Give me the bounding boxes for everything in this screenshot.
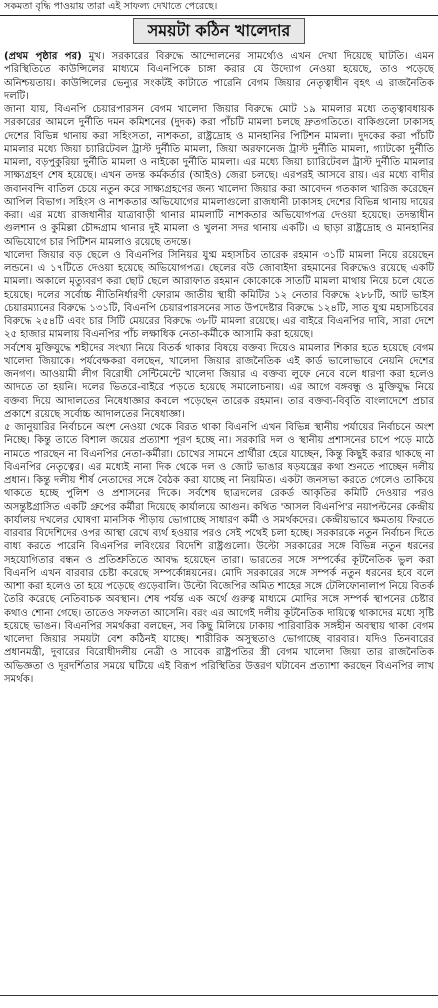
article-body xyxy=(4,50,434,994)
article-paragraph: ৫ জানুয়ারির নির্বাচনে অংশ নেওয়া থেকে বিরত থাকা বিএনপি এখন বিভিন্ন স্থানীয় পর্যায়ের নির্বাচনে অংশ নিচ্ছে। কিন্তু তাতে বিশাল জয়ের প্রত্যাশা পূরণ হচ্ছে না। সরকারি দল ও স্থানীয় প্রশাসনের চাপে পড়ে মাঠে নামতে পারছেন না বিএনপির নেতা-কর্মীরা। চোখের সামনে প্রার্থীরা হেরে যাচ্ছেন, কিন্তু কিছুই করার থাকছে না বিএনপির নেতৃত্বের। এর মধ্যেই নানা দিক থেকে দল ও জোট ভাঙার ষড়যন্ত্রের কথা শুনতে পাচ্ছেন দলীয় প্রধান। কিন্তু দলীয় শীর্ষ নেতাদের সঙ্গে বৈঠক করা যাচ্ছে না নিয়মিত। একটা জনসভা করতে গেলেও তাকিয়ে থাকতে হচ্ছে পুলিশ ও প্রশাসনের দিকে। সর্বশেষ ছাত্রদলের রেকর্ড আকৃতির কমিটি দেওয়ার পরও অসন্তুষ্টগ্রাসিত একটি গ্রুপের কর্মীরা দিয়েছে কার্যালয়ে আগুন। কথিত 'আসল বিএনপি'র নয়াপল্টনের কেন্দ্রীয় কার্যালয় দখলের ঘোষণা মানসিক পীড়ায় ভোগাচ্ছে সাধারণ কর্মী ও সমর্থকদের। কেন্দ্রীয়ভাবে ক্ষমতায় ফিরতে বারবার বিদেশিদের ওপর আস্থা রেখে ব্যর্থ হওয়ার পরও সেই পথেই চলা হচ্ছে। সরকারকে নতুন নির্বাচন দিতে বাধ্য করতে পারেনি বিএনপির লবিংয়ের বিদেশি রাষ্ট্রগুলো। উল্টো সরকারের সঙ্গে বিভিন্ন নতুন ধরনের সহযোগিতার বন্ধন ও প্রতিশ্রুতিতে আবদ্ধ হয়েছেন তারা। ভারতের সঙ্গে সম্পর্কের কূটনৈতিক ভুল করা বিএনপি এখন বারবার চেষ্টা করেছে সম্পর্কোন্নয়নের। মোদি সরকারের সঙ্গে সম্পর্ক নতুন ধরনের হবে বলে আশা করা হলেও তা হয়ে পড়েছে গুড়েবালি। উল্টো বিজেপির অমিত শাহের সঙ্গে টেলিফোনালাপ নিয়ে বিতর্ক তৈরি করেছে নেতিবাচক অবস্থান। শেষ পর্যন্ত এক অর্থে গুরুত্ব মাধ্যমে মোদির সঙ্গে সম্পর্ক স্থাপনের চেষ্টার কথাও শোনা গেছে। তাতেও সফলতা আসেনি। বরং এর আগেই দলীয় কূটনৈতিক দায়িত্বে থাকাদের মধ্যে সৃষ্টি হয়েছে ভাঙন। বিএনপির সমর্থকরা বলছেন, সব কিছু মিলিয়ে ঢাকায় পারিবারিক সঙ্গহীন অবস্থায় থাকা বেগম খালেদা জিয়ার সময়টা বেশ কঠিনই যাচ্ছে। শারীরিক অসুস্থতাও ভোগাচ্ছে বারবার। যদিও তিনবারের প্রধানমন্ত্রী, দুবারের বিরোধীদলীয় নেত্রী ও সাবেক রাষ্ট্রপতির স্ত্রী বেগম খালেদা জিয়া তার রাজনৈতিক অভিজ্ঞতা ও দূরদর্শিতার সময়ে ঘটিয়ে এই বিরূপ পরিস্থিতির উত্তরণ ঘটাবেন প্রত্যাশা করছেন বিএনপির লাখ সমর্থক। xyxy=(4,422,434,685)
article-paragraph: খালেদা জিয়ার বড় ছেলে ও বিএনপির সিনিয়র যুগ্ম মহাসচিব তারেক রহমান ৩১টি মামলা নিয়ে রয়েছেন লন্ডনে। এ ১৭টিতে দেওয়া হয়েছে অভিযোগপত্র। ছেলের বউ জোবাইদা রহমানের বিরুদ্ধেও রয়েছে একটি মামলা। অকালে মৃত্যুবরণ করা ছোট ছেলে আরাফাত রহমান কোকোকে সাতটি মামলা মাথায় নিয়ে চলে যেতে হয়েছে। দলের সর্বোচ্চ নীতিনির্ধারণী ফোরাম জাতীয় স্থায়ী কমিটির ১২ নেতার বিরুদ্ধে ২৮৮টি, আট ভাইস চেয়ারম্যানের বিরুদ্ধে ১৩১টি, বিএনপি চেয়ারপারসনের সাত উপদেষ্টার বিরুদ্ধে ১২৪টি, সাত যুগ্ম মহাসচিবের বিরুদ্ধে ২৫৪টি এবং চার সিটি মেয়রের বিরুদ্ধে ৩৮টি মামলা রয়েছে। এর বাইরে বিএনপির দাবি, সারা দেশে ২৫ হাজার মামলায় বিএনপির পাঁচ লক্ষাধিক নেতা-কর্মীকে আসামি করা হয়েছে। xyxy=(4,249,434,341)
bottom-divider xyxy=(0,995,438,1008)
article-paragraph: জানা যায়, বিএনপি চেয়ারপারসন বেগম খালেদা জিয়ার বিরুদ্ধে মোট ১৯ মামলার মধ্যে তত্ত্বাবধায়ক সরকারের আমলে দুর্নীতি দমন কমিশনের (দুদক) করা পাঁচটি মামলা চলছে দ্রুতগতিতে। বাকিগুলো ঢাকাসহ দেশের বিভিন্ন থানায় করা সহিংসতা, নাশকতা, রাষ্ট্রদ্রোহ ও মানহানির পিটিশন মামলা। দুদকের করা পাঁচটি মামলার মধ্যে জিয়া চ্যারিটেবল ট্রাস্ট দুর্নীতি মামলা, জিয়া অরফানেজ ট্রাস্ট দুর্নীতি মামলা, গ্যাটকো দুর্নীতি মামলা, বড়পুকুরিয়া দুর্নীতি মামলা ও নাইকো দুর্নীতি মামলা। এর মধ্যে জিয়া চ্যারিটেবল ট্রাস্ট দুর্নীতি মামলার সাক্ষ্যগ্রহণ শেষ হয়েছে। এখন তদন্ত কর্মকর্তার (আইও) জেরা চলছে। এরপরই আসবে রায়। এর মধ্যে বাদীর জবানবন্দি বাতিল চেয়ে নতুন করে সাক্ষ্যগ্রহণের জন্য খালেদা জিয়ার করা আবেদন গতকাল খারিজ করেছেন আপিল বিভাগ। সহিংস ও নাশকতার অভিযোগের মামলাগুলো রাজধানী ঢাকাসহ দেশের বিভিন্ন থানায় দায়ের করা। এর মধ্যে রাজধানীর যাত্রাবাড়ী থানার মামলাটি নাশকতার অভিযোগপত্র দেওয়া হয়েছে। তদন্তাধীন গুলশান ও কুমিল্লা চৌদ্দগ্রাম থানার দুই মামলা ও খুলনা সদর থানায় একটি। এ ছাড়া রাষ্ট্রদ্রোহ ও মানহানির অভিযোগে চার পিটিশন মামলাও রয়েছে তদন্তে। xyxy=(4,104,434,248)
continuation-label: (প্রথম পৃষ্ঠার পর) xyxy=(4,51,82,62)
paragraph-text: মুখ। সরকারের বিরুদ্ধে আন্দোলনের সামর্থ্যেও এখন দেখা দিয়েছে ঘাটতি। এমন পরিস্থিতিতে কাউন্সিলের মাধ্যমে বিএনপিকে চাঙ্গা করার যে উদ্যোগ নেওয়া হয়েছে, তাও পড়েছে অনিশ্চয়তায়। কাউন্সিলের ভেন্যুর সংকটই কাটাতে পারেনি বেগম জিয়ার নেতৃত্বাধীন বৃহৎ এ রাজনৈতিক দলটি। xyxy=(4,51,434,102)
article-headline: সময়টা কঠিন খালেদার xyxy=(133,18,306,44)
top-divider xyxy=(0,15,438,16)
previous-article-tail: সকমতা বৃদ্ধি পাওয়ায় তারা এই সাফল্য দেখাতে পেরেছে। xyxy=(4,1,218,12)
article-paragraph: সর্বশেষ মুক্তিযুদ্ধে শহীদের সংখ্যা নিয়ে বিতর্ক থাকার বিষয়ে বক্তব্য দিয়েও মামলার শিকার হতে হয়েছে বেগম খালেদা জিয়াকে। পর্যবেক্ষকরা বলছেন, খালেদা জিয়ার রাজনৈতিক এই কার্ড ভালোভাবে নেয়নি দেশের জনগণ। আওয়ামী লীগ বিরোধী সেন্টিমেন্টে খালেদা জিয়ার এ বক্তব্য লুফে নেবে বলে ধারণা করা হলেও আদতে তা হয়নি। দলের ভিতরে-বাইরে পড়তে হয়েছে সমালোচনায়। এর আগে বঙ্গবন্ধু ও মুক্তিযুদ্ধ নিয়ে বক্তব্য দিয়ে আদালতের নিষেধাজ্ঞার কবলে পড়েছেন তারেক রহমান। তার বক্তব্য-বিবৃতি বাংলাদেশে প্রচার প্রকাশে রয়েছে সর্বোচ্চ আদালতের নিষেধাজ্ঞা। xyxy=(4,342,434,420)
headline-container xyxy=(0,18,438,46)
article-paragraph xyxy=(4,50,434,103)
